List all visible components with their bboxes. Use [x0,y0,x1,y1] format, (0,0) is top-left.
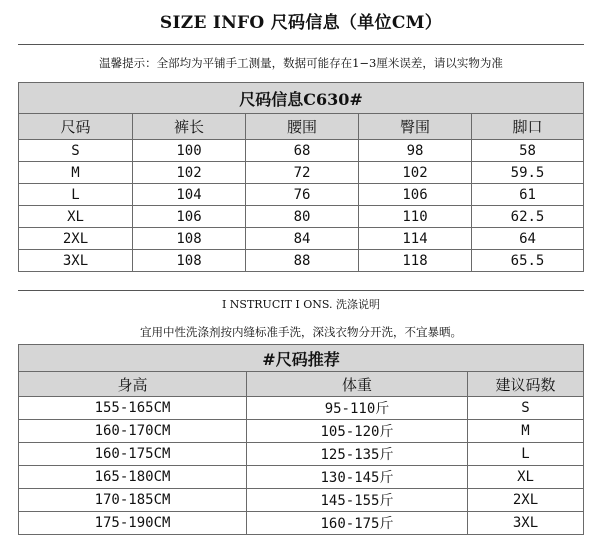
size-cell: S [19,140,133,162]
size-info-table [18,82,584,272]
height-cell: 175-190CM [19,512,247,535]
title-divider [18,44,584,45]
hem-cell: 65.5 [472,250,584,272]
size-recommend-table [18,344,584,535]
length-cell: 100 [133,140,246,162]
length-cell: 106 [133,206,246,228]
weight-cell: 160-175斤 [247,512,468,535]
height-cell: 160-170CM [19,420,247,443]
hem-cell: 58 [472,140,584,162]
table-row [19,443,584,466]
weight-cell: 95-110斤 [247,397,468,420]
table-row [19,489,584,512]
washing-instructions: 宜用中性洗涤剂按内缝标准手洗，深浅衣物分开洗，不宜暴晒。 [140,325,462,339]
size-table-header-row [19,114,584,140]
hip-cell: 114 [359,228,472,250]
size-cell: M [468,420,584,443]
table-row [19,512,584,535]
length-cell: 108 [133,228,246,250]
waist-cell: 88 [246,250,359,272]
instructions-heading: I NSTRUCIT I ONS. 洗涤说明 [221,298,381,311]
size-cell: 3XL [468,512,584,535]
page-title: SIZE INFO 尺码信息（单位CM） [159,13,443,33]
column-header: 臀围 [359,114,472,140]
waist-cell: 84 [246,228,359,250]
table-row [19,466,584,489]
column-header: 脚口 [472,114,584,140]
height-cell: 170-185CM [19,489,247,512]
length-cell: 102 [133,162,246,184]
weight-cell: 125-135斤 [247,443,468,466]
hip-cell: 110 [359,206,472,228]
hip-cell: 106 [359,184,472,206]
height-cell: 155-165CM [19,397,247,420]
recommend-table-body [19,345,584,535]
table-row [19,228,584,250]
size-cell: L [19,184,133,206]
weight-cell: 130-145斤 [247,466,468,489]
size-cell: 2XL [19,228,133,250]
hip-cell: 102 [359,162,472,184]
size-cell: XL [19,206,133,228]
column-header: 腰围 [246,114,359,140]
waist-cell: 76 [246,184,359,206]
size-table-title: 尺码信息C630# [19,83,584,114]
measurement-notice: 温馨提示：全部均为平铺手工测量，数据可能存在1−3厘米误差，请以实物为准 [99,56,503,70]
table-row [19,184,584,206]
height-cell: 165-180CM [19,466,247,489]
table-row [19,206,584,228]
weight-cell: 105-120斤 [247,420,468,443]
length-cell: 108 [133,250,246,272]
recommend-table-title: #尺码推荐 [19,345,584,372]
recommend-table-header-row [19,372,584,397]
hip-cell: 98 [359,140,472,162]
hem-cell: 64 [472,228,584,250]
recommend-table-title-row [19,345,584,372]
size-cell: 3XL [19,250,133,272]
size-cell: 2XL [468,489,584,512]
size-cell: XL [468,466,584,489]
table-row [19,397,584,420]
section-divider [18,290,584,291]
waist-cell: 72 [246,162,359,184]
table-row [19,140,584,162]
column-header: 尺码 [19,114,133,140]
column-header: 建议码数 [468,372,584,397]
size-table-title-row [19,83,584,114]
size-table-body [19,83,584,272]
hip-cell: 118 [359,250,472,272]
length-cell: 104 [133,184,246,206]
hem-cell: 61 [472,184,584,206]
hem-cell: 59.5 [472,162,584,184]
hem-cell: 62.5 [472,206,584,228]
waist-cell: 80 [246,206,359,228]
weight-cell: 145-155斤 [247,489,468,512]
size-cell: M [19,162,133,184]
size-cell: L [468,443,584,466]
column-header: 身高 [19,372,247,397]
table-row [19,162,584,184]
size-cell: S [468,397,584,420]
table-row [19,250,584,272]
column-header: 体重 [247,372,468,397]
waist-cell: 68 [246,140,359,162]
column-header: 裤长 [133,114,246,140]
table-row [19,420,584,443]
height-cell: 160-175CM [19,443,247,466]
